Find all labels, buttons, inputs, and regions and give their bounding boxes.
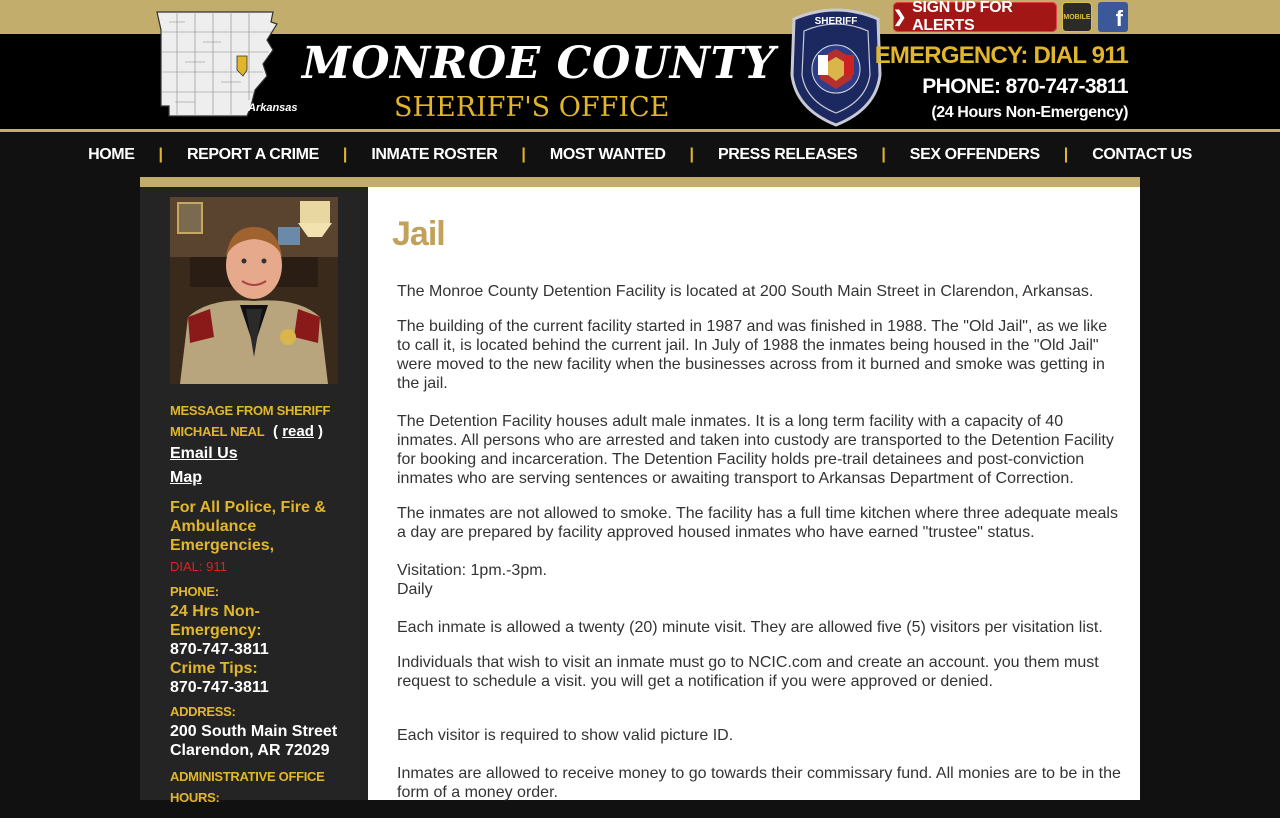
emergency-info-line1: For All Police, Fire & [170,499,326,516]
read-message-link[interactable]: read [282,423,314,440]
hours-heading: HOURS: [170,790,220,805]
badge-sheriff-text: SHERIFF [814,16,858,27]
emergency-info-line2: Ambulance [170,518,257,535]
nav-separator: | [1063,145,1069,163]
crime-tips-number: 870-747-3811 [170,679,269,696]
facebook-label: f [1115,6,1123,31]
chevron-right-icon: ❯ [893,9,907,26]
site-title[interactable]: MONROE COUNTY [302,38,776,89]
phone-heading: PHONE: [170,584,219,599]
paragraph-location: The Monroe County Detention Facility is located at 200 South Main Street in Clarendon, Arkansas. [397,283,1094,300]
address-line2: Clarendon, AR 72029 [170,742,330,759]
mobile-app-icon[interactable] [1062,2,1092,32]
main-nav [0,132,1280,177]
email-us-link[interactable]: Email Us [170,445,238,462]
nav-separator: | [158,145,163,163]
address-line1: 200 South Main Street [170,723,338,740]
site-subtitle: SHERIFF'S OFFICE [394,92,670,123]
sidebar-phone-number: 870-747-3811 [170,641,269,658]
nonemerg-line2: Emergency: [170,622,262,639]
nonemerg-line1: 24 Hrs Non- [170,603,260,620]
nav-separator: | [881,145,886,163]
sidebar-content [170,400,355,808]
nav-contact-us[interactable]: CONTACT US [1092,145,1192,163]
nav-separator: | [689,145,694,163]
read-message-wrapper [269,423,323,440]
paragraph-history: The building of the current facility started in 1987 and was finished in 1988. The "Old Jail", as we like to call it, is located behind the current jail. In July of 1988 the inmates being housed in the "Old Jail" were moved to the new facility when the businesses across from it burned and smoke was getting in the jail. [397,318,1108,392]
paragraph-visit-length: Each inmate is allowed a twenty (20) minute visit. They are allowed five (5) visitors per visitation list. [397,619,1103,636]
mobile-label: MOBILE [1063,13,1091,21]
nav-sex-offenders[interactable]: SEX OFFENDERS [909,145,1040,163]
paragraph-commissary: Inmates are allowed to receive money to go towards their commissary fund. All monies are to be in the form of a money order. [397,765,1121,801]
alerts-button-label: SIGN UP FOR ALERTS [912,0,1013,34]
sheriff-badge-icon [788,5,884,127]
map-link[interactable]: Map [170,469,202,486]
paragraph-visit-signup: Individuals that wish to visit an inmate must go to NCIC.com and create an account. you them must request to schedule a visit. you will get a notification if you were approved or denied. [397,654,1099,690]
paragraph-facility: The Detention Facility houses adult male inmates. It is a long term facility with a capacity of 40 inmates. All persons who are arrested and taken into custody are transported to the Detention Facility for booking and incarceration. The Detention Facility holds pre-trail detainees and post-conviction inmates who are serving sentences or awaiting transport to Arkansas Department of Correction. [397,413,1114,487]
address-heading: ADDRESS: [170,704,236,719]
nav-separator: | [521,145,526,163]
admin-office-heading: ADMINISTRATIVE OFFICE [170,769,325,784]
nav-press-releases[interactable]: PRESS RELEASES [717,145,858,163]
main-content [368,187,1140,800]
sheriff-name: MICHAEL NEAL [170,424,265,439]
paragraph-visitor-id: Each visitor is required to show valid picture ID. [397,727,734,744]
nav-home[interactable]: HOME [88,145,135,163]
sheriff-message-title: MESSAGE FROM SHERIFF [170,403,331,418]
map-label: Arkansas [248,102,298,114]
nav-separator: | [342,145,348,163]
read-open-paren: ( [273,423,279,440]
non-emergency-note: (24 Hours Non-Emergency) [931,104,1128,121]
jail-info-body [397,282,1122,818]
emergency-number: EMERGENCY: DIAL 911 [874,42,1128,69]
page-title: Jail [392,215,445,253]
content-top-bar [140,177,1140,187]
paragraph-smoking: The inmates are not allowed to smoke. The facility has a full time kitchen where three adequate meals a day are prepared by facility approved housed inmates who have earned "trustee" status. [397,505,1118,541]
sign-up-alerts-button[interactable] [893,2,1057,32]
dial-911: DIAL: 911 [170,559,227,574]
paragraph-visitation-days: Daily [397,581,433,598]
emergency-info-line3: Emergencies, [170,537,275,554]
sidebar [140,187,368,805]
nav-most-wanted[interactable]: MOST WANTED [549,145,666,163]
nav-report-a-crime[interactable]: REPORT A CRIME [186,145,319,163]
paragraph-visitation-hours: Visitation: 1pm.-3pm. [397,562,547,579]
nav-inmate-roster[interactable]: INMATE ROSTER [371,145,498,163]
crime-tips-label: Crime Tips: [170,660,258,677]
phone-number: PHONE: 870-747-3811 [922,75,1128,98]
sheriff-photo [170,197,338,384]
read-close-paren: ) [318,423,324,440]
facebook-icon[interactable] [1098,2,1128,32]
